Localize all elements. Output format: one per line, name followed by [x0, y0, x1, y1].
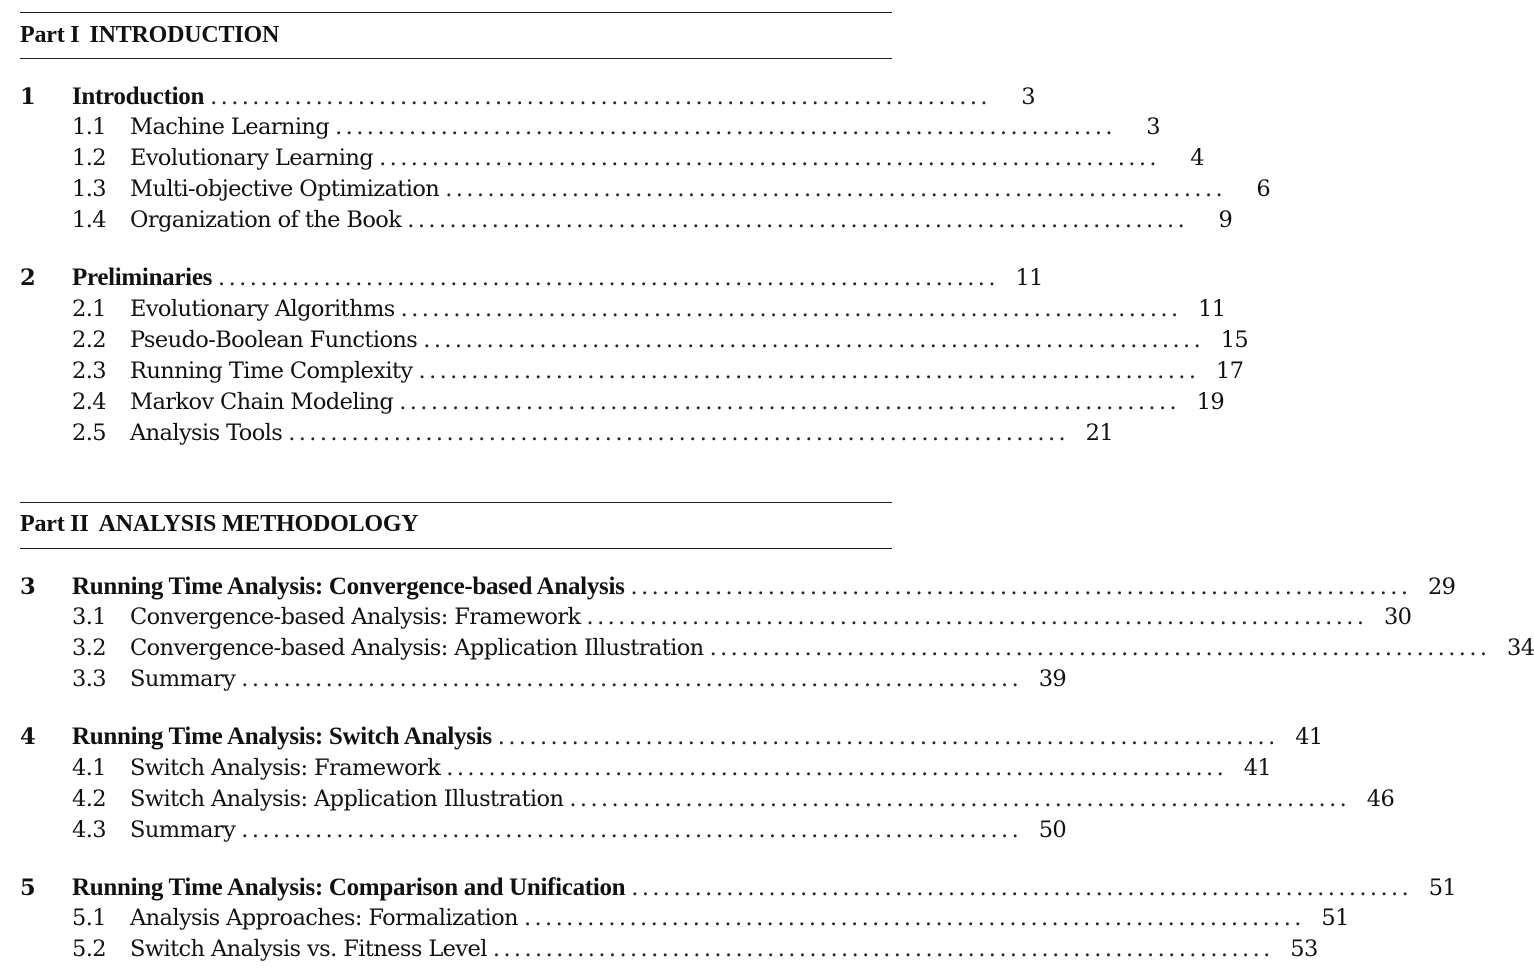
chapter-number: 4 [20, 724, 36, 750]
page-number: 9 [1218, 207, 1233, 233]
chapter-number: 3 [20, 574, 36, 600]
page-number: 46 [1366, 786, 1395, 812]
dot-leader: .......................................................................... [218, 265, 999, 291]
section-number: 1.3 [72, 176, 106, 202]
toc-section-entry[interactable] [20, 786, 1395, 817]
part-heading [20, 22, 279, 49]
section-number: 5.1 [72, 905, 106, 931]
section-title: Analysis Tools [130, 420, 283, 446]
section-number: 2.1 [72, 296, 106, 322]
page-number: 11 [1198, 296, 1226, 322]
toc-chapter-entry[interactable] [20, 83, 1035, 114]
section-title: Markov Chain Modeling [130, 389, 394, 415]
dot-leader: .......................................................................... [379, 145, 1160, 171]
page-number: 41 [1243, 755, 1272, 781]
part-divider [20, 548, 892, 549]
toc-section-entry[interactable] [20, 327, 1249, 358]
part-divider [20, 58, 892, 59]
dot-leader: .......................................................................... [631, 875, 1413, 901]
page-number: 6 [1256, 176, 1271, 202]
part-label: Part I [20, 22, 80, 48]
toc-section-entry[interactable] [20, 145, 1204, 176]
page-number: 53 [1290, 936, 1318, 962]
dot-leader: .......................................................................... [423, 327, 1205, 353]
section-title: Evolutionary Algorithms [130, 296, 395, 322]
part-divider [20, 502, 892, 503]
chapter-title: Introduction [72, 83, 205, 110]
dot-leader: .......................................................................... [586, 604, 1368, 630]
section-number: 4.1 [72, 755, 106, 781]
section-number: 4.2 [72, 786, 106, 812]
part-label: Part II [20, 511, 89, 537]
toc-chapter-entry[interactable] [20, 264, 1043, 295]
page-number: 3 [1021, 84, 1035, 110]
section-number: 3.1 [72, 604, 106, 630]
page-number: 21 [1085, 420, 1114, 446]
toc-section-entry[interactable] [20, 358, 1244, 389]
section-number: 3.2 [72, 635, 106, 661]
section-number: 2.5 [72, 420, 106, 446]
section-title: Analysis Approaches: Formalization [130, 905, 518, 931]
section-number: 1.1 [72, 114, 106, 140]
toc-section-entry[interactable] [20, 666, 1067, 697]
section-title: Convergence-based Analysis: Application Illustration [130, 635, 704, 661]
page-number: 17 [1215, 358, 1244, 384]
section-number: 1.4 [72, 207, 106, 233]
section-number: 3.3 [72, 666, 106, 692]
section-title: Switch Analysis: Framework [130, 755, 441, 781]
dot-leader: .......................................................................... [399, 389, 1181, 415]
section-number: 2.3 [72, 358, 106, 384]
page-number: 30 [1383, 604, 1412, 630]
dot-leader: .......................................................................... [709, 635, 1491, 661]
dot-leader: .......................................................................... [407, 207, 1189, 233]
dot-leader: .......................................................................... [446, 755, 1228, 781]
section-number: 2.2 [72, 327, 106, 353]
toc-chapter-entry[interactable] [20, 723, 1323, 754]
page-number: 34 [1507, 635, 1534, 661]
section-number: 2.4 [72, 389, 106, 415]
dot-leader: .......................................................................... [569, 786, 1351, 812]
toc-chapter-entry[interactable] [20, 573, 1456, 604]
dot-leader: .......................................................................... [418, 358, 1200, 384]
section-title: Pseudo-Boolean Functions [130, 327, 418, 353]
section-number: 1.2 [72, 145, 106, 171]
section-number: 5.2 [72, 936, 106, 962]
section-title: Evolutionary Learning [130, 145, 374, 171]
dot-leader: .......................................................................... [445, 176, 1227, 202]
toc-section-entry[interactable] [20, 635, 1534, 666]
toc-chapter-entry[interactable] [20, 874, 1457, 905]
section-title: Summary [130, 817, 236, 843]
toc-section-entry[interactable] [20, 755, 1272, 786]
dot-leader: .......................................................................... [497, 724, 1279, 750]
toc-section-entry[interactable] [20, 207, 1233, 238]
toc-section-entry[interactable] [20, 817, 1067, 848]
part-heading [20, 511, 418, 538]
chapter-title: Running Time Analysis: Comparison and Unification [72, 874, 626, 901]
toc-section-entry[interactable] [20, 176, 1271, 207]
dot-leader: .......................................................................... [288, 420, 1070, 446]
part-divider [20, 12, 892, 13]
part-name: ANALYSIS METHODOLOGY [98, 511, 419, 537]
section-number: 4.3 [72, 817, 106, 843]
dot-leader: .......................................................................... [523, 905, 1305, 931]
page-number: 4 [1190, 145, 1204, 171]
dot-leader: .......................................................................... [335, 114, 1116, 140]
chapter-number: 5 [20, 875, 36, 901]
page-number: 15 [1220, 327, 1249, 353]
dot-leader: .......................................................................... [241, 666, 1023, 692]
toc-section-entry[interactable] [20, 604, 1412, 635]
part-name: INTRODUCTION [89, 22, 280, 48]
page-number: 51 [1428, 875, 1457, 901]
chapter-title: Preliminaries [72, 264, 213, 291]
page-number: 11 [1015, 265, 1043, 291]
page-number: 19 [1196, 389, 1225, 415]
section-title: Switch Analysis vs. Fitness Level [130, 936, 487, 962]
section-title: Switch Analysis: Application Illustration [130, 786, 564, 812]
chapter-number: 2 [20, 265, 36, 291]
toc-section-entry[interactable] [20, 936, 1318, 967]
chapter-number: 1 [20, 84, 36, 110]
page-number: 51 [1321, 905, 1349, 931]
dot-leader: .......................................................................... [492, 936, 1274, 962]
section-title: Convergence-based Analysis: Framework [130, 604, 581, 630]
chapter-title: Running Time Analysis: Switch Analysis [72, 723, 492, 750]
toc-section-entry[interactable] [20, 905, 1349, 936]
page-number: 39 [1038, 666, 1067, 692]
section-title: Organization of the Book [130, 207, 402, 233]
toc-section-entry[interactable] [20, 420, 1114, 451]
dot-leader: .......................................................................... [241, 817, 1023, 843]
chapter-title: Running Time Analysis: Convergence-based Analysis [72, 573, 625, 600]
toc-section-entry[interactable] [20, 389, 1225, 420]
dot-leader: .......................................................................... [400, 296, 1182, 322]
dot-leader: .......................................................................... [630, 574, 1412, 600]
page-number: 3 [1146, 114, 1160, 140]
section-title: Multi-objective Optimization [130, 176, 440, 202]
section-title: Machine Learning [130, 114, 330, 140]
dot-leader: .......................................................................... [210, 84, 991, 110]
page-number: 41 [1295, 724, 1323, 750]
section-title: Running Time Complexity [130, 358, 413, 384]
toc-section-entry[interactable] [20, 114, 1160, 145]
toc-section-entry[interactable] [20, 296, 1226, 327]
page-number: 29 [1427, 574, 1456, 600]
page-number: 50 [1038, 817, 1067, 843]
section-title: Summary [130, 666, 236, 692]
